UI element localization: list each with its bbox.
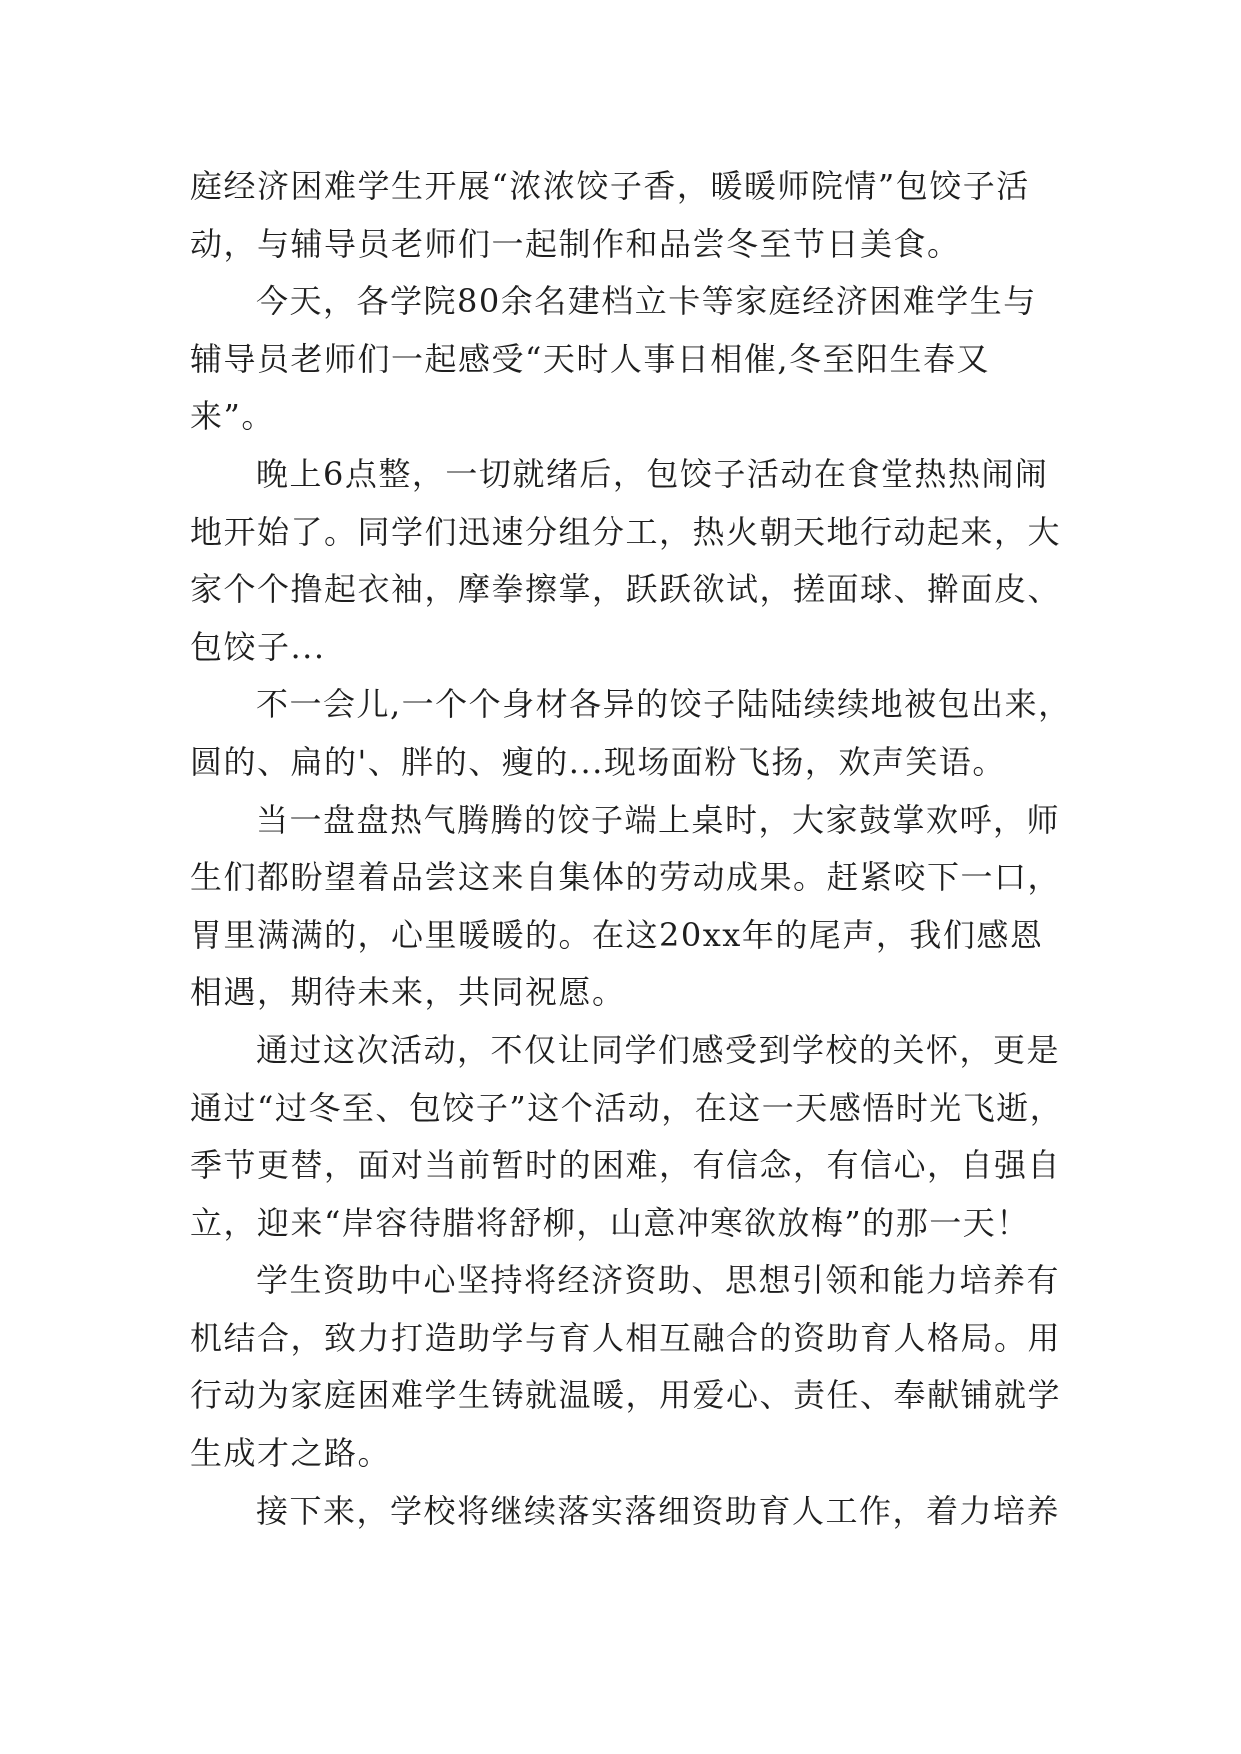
paragraph-line: 包饺子...	[190, 627, 326, 666]
paragraph-first-line: 今天，各学院80余名建档立卡等家庭经济困难学生与	[256, 282, 1037, 321]
document-body	[190, 158, 1070, 1540]
paragraph-first-line: 当一盘盘热气腾腾的饺子端上桌时，大家鼓掌欢呼，师	[256, 800, 1061, 839]
paragraph-line: 行动为家庭困难学生铸就温暖，用爱心、责任、奉献铺就学	[190, 1376, 1062, 1415]
paragraph-line: 机结合，致力打造助学与育人相互融合的资助育人格局。用	[190, 1318, 1062, 1357]
paragraph-line: 胃里满满的，心里暖暖的。在这20xx年的尾声，我们感恩	[190, 915, 1044, 954]
paragraph-line: 生成才之路。	[190, 1434, 392, 1473]
paragraph-line: 圆的、扁的'、胖的、瘦的...现场面粉飞扬，欢声笑语。	[190, 742, 1006, 781]
paragraph-line: 季节更替，面对当前暂时的困难，有信念，有信心，自强自	[190, 1146, 1062, 1185]
paragraph-line: 通过“过冬至、包饺子”这个活动，在这一天感悟时光飞逝，	[190, 1088, 1064, 1127]
paragraph-line: 家个个撸起衣袖，摩拳擦掌，跃跃欲试，搓面球、擀面皮、	[190, 570, 1062, 609]
paragraph-first-line: 学生资助中心坚持将经济资助、思想引领和能力培养有	[256, 1261, 1061, 1300]
paragraph-line: 生们都盼望着品尝这来自集体的劳动成果。赶紧咬下一口，	[190, 858, 1062, 897]
paragraph-line: 立，迎来“岸容待腊将舒柳，山意冲寒欲放梅”的那一天！	[190, 1203, 1030, 1242]
paragraph-line: 动，与辅导员老师们一起制作和品尝冬至节日美食。	[190, 224, 961, 263]
paragraph-first-line: 不一会儿,一个个身材各异的饺子陆陆续续地被包出来，	[256, 685, 1072, 724]
paragraph-line: 地开始了。同学们迅速分组分工，热火朝天地行动起来，大	[190, 512, 1062, 551]
paragraph-first-line: 晚上6点整，一切就绪后，包饺子活动在食堂热热闹闹	[256, 454, 1049, 493]
paragraph-line: 庭经济困难学生开展“浓浓饺子香，暖暖师院情”包饺子活	[190, 167, 1030, 205]
paragraph-first-line: 接下来，学校将继续落实落细资助育人工作，着力培养	[256, 1491, 1061, 1530]
paragraph-line: 来”。	[190, 397, 275, 436]
paragraph-first-line: 通过这次活动，不仅让同学们感受到学校的关怀，更是	[256, 1030, 1061, 1069]
paragraph-line: 相遇，期待未来，共同祝愿。	[190, 973, 626, 1012]
paragraph-line: 辅导员老师们一起感受“天时人事日相催,冬至阳生春又	[190, 339, 991, 378]
